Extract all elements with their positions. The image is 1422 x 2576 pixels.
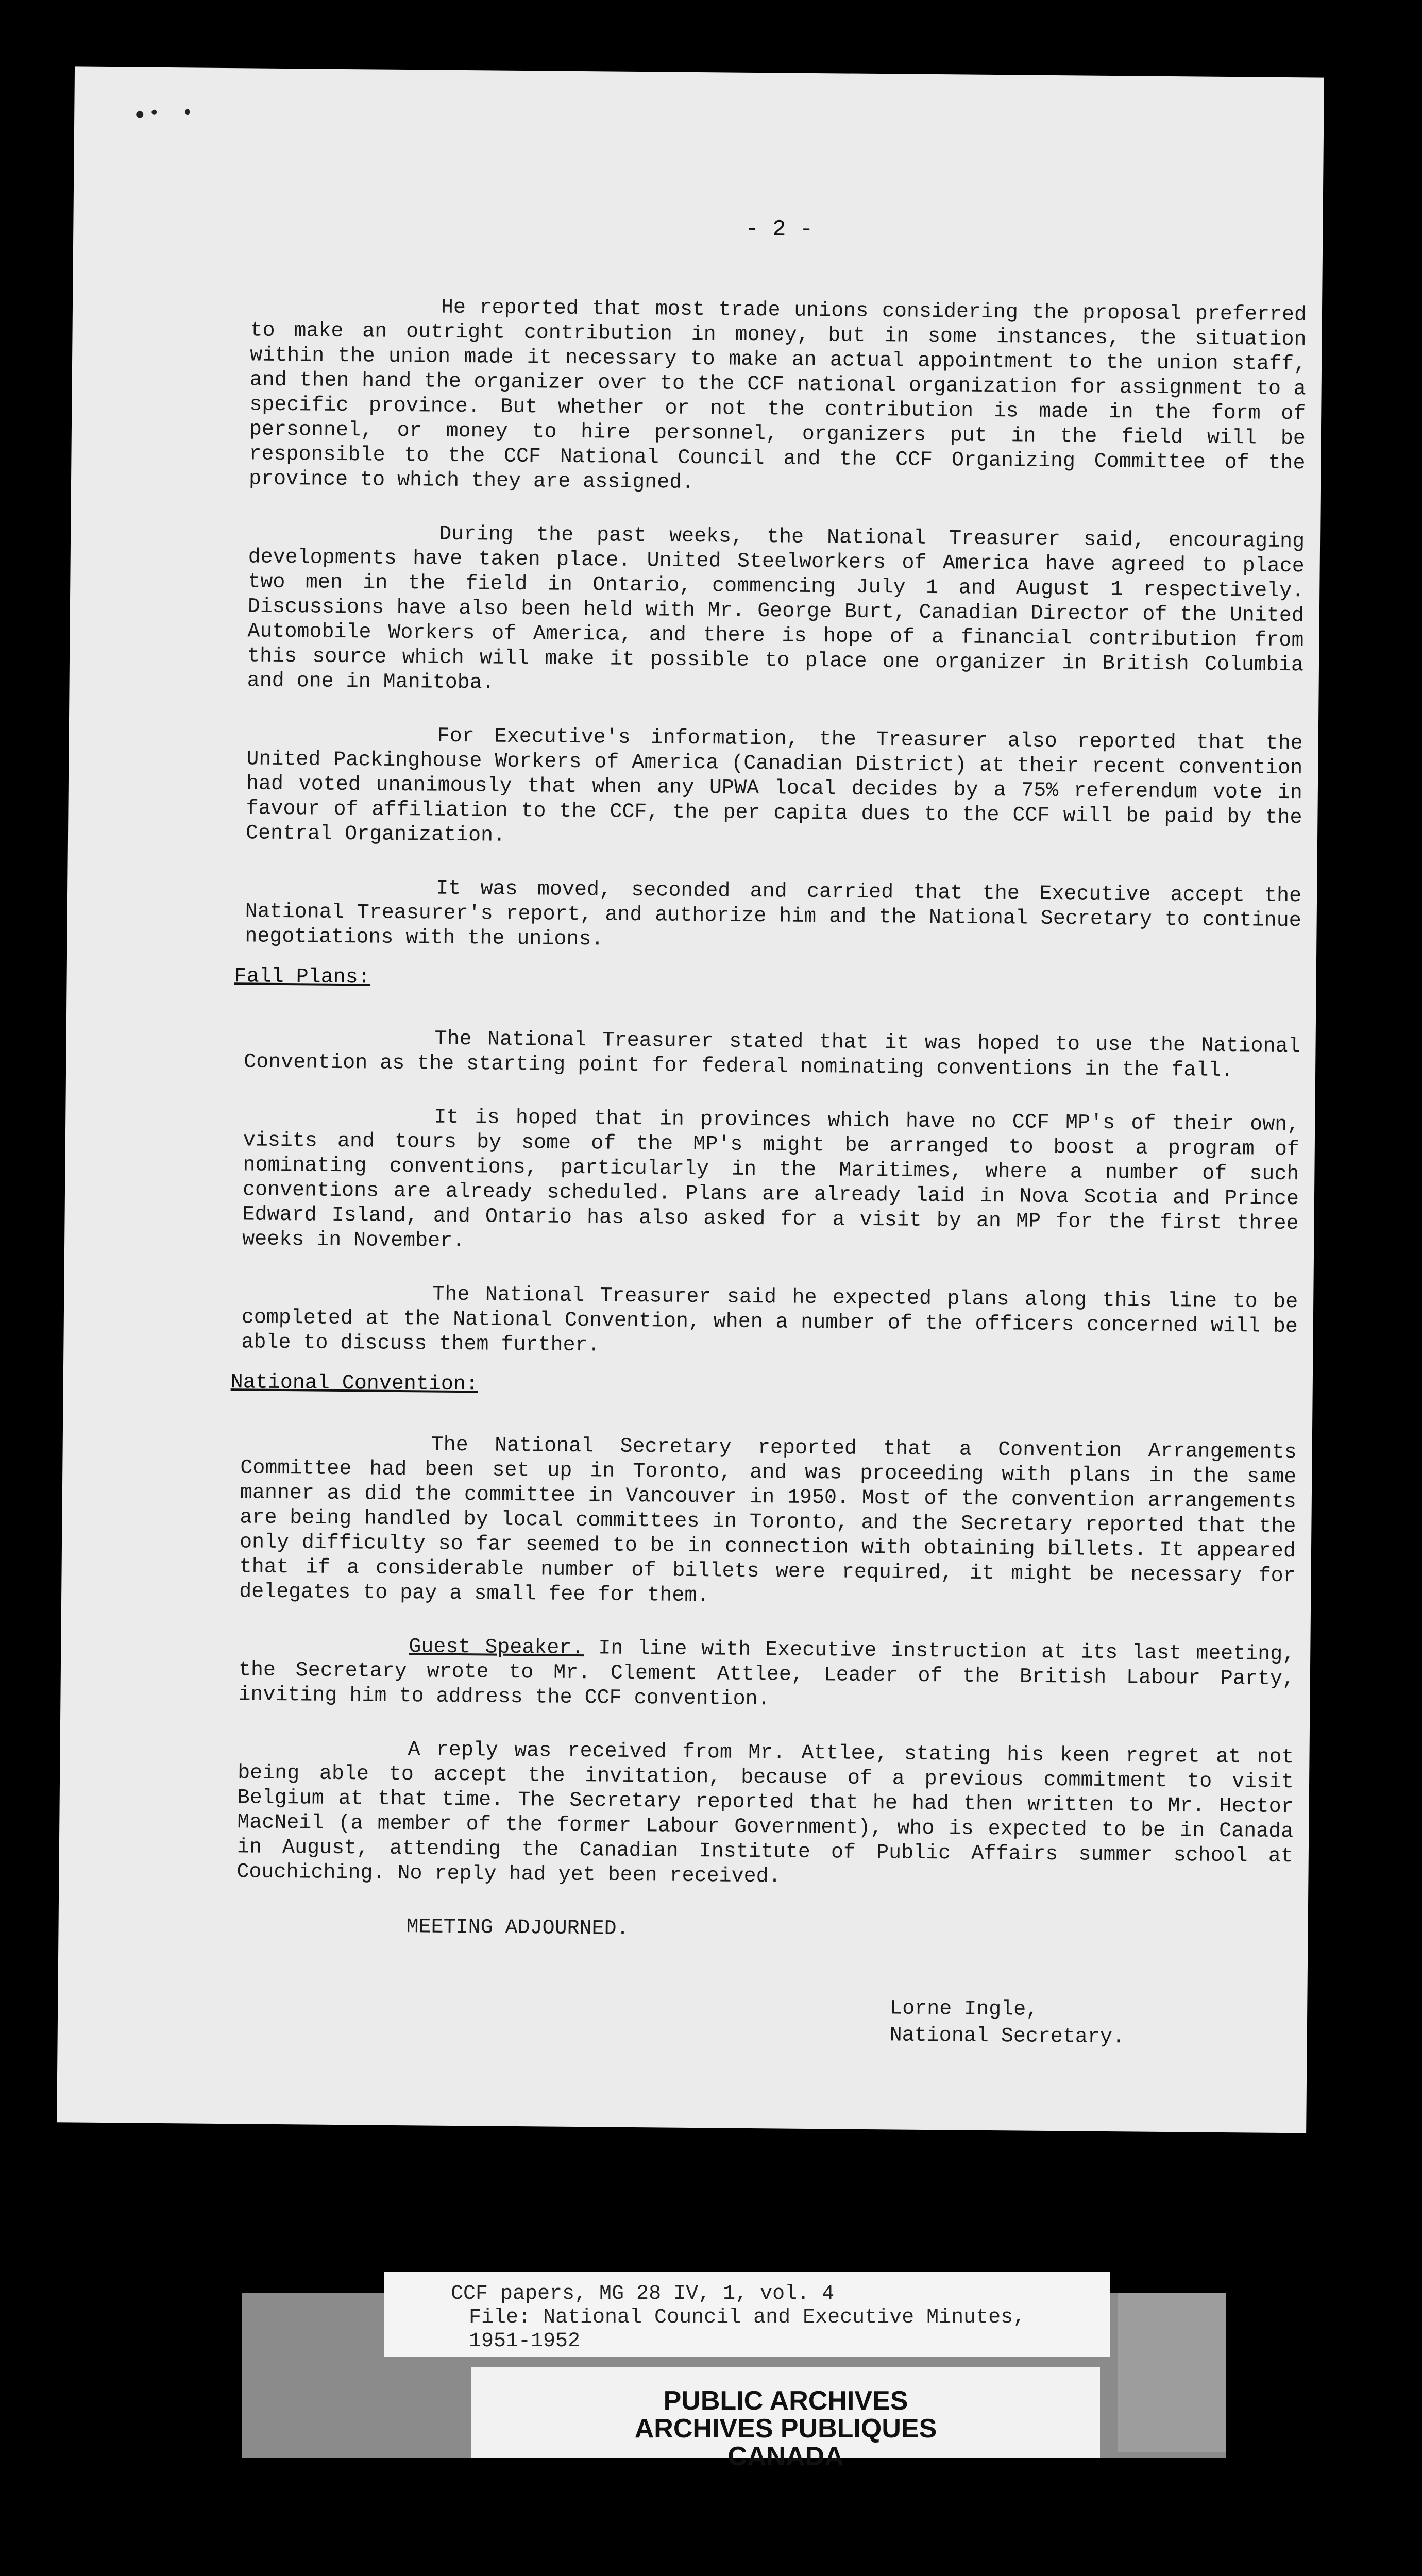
paragraph: It was moved, seconded and carried that the Executive accept the National Treasurer's report, and authorize him and the National Secretary to continue negotiations with the unions. [245,877,1302,952]
paragraph: For Executive's information, the Treasurer also reported that the United Packinghouse Workers of America (Canadian District) at their recent convention had voted unanimously that when any UPWA local decides by a 75% referendum vote in favour of affiliation to the CCF, the per capita dues to the CCF will be paid by the Central Organization. [245,724,1303,848]
paragraph: The National Treasurer said he expected plans along this line to be completed at the National Convention, when a number of the officers concerned will be able to discuss them further. [241,1283,1298,1358]
punch-mark [136,111,143,118]
archive-label-line: File: National Council and Executive Minutes, [469,2306,1026,2329]
paragraph: It is hoped that in provinces which have no CCF MP's of their own, visits and tours by some of the MP's might be arranged to boost a program of nominating conventions, particularly in the Maritimes, where a number of such conventions are already scheduled. Plans are already laid in Nova Scotia and Prince Edward Island, and Ontario has also asked for a visit by an MP for the first three weeks in November. [242,1106,1300,1253]
page-number: - 2 - [745,216,814,243]
archive-label-line: 1951-1952 [469,2330,581,2353]
document-body [230,212,1308,2053]
signature-title: National Secretary. [889,2024,1125,2049]
archive-reference-label [384,2272,1110,2357]
paragraph: A reply was received from Mr. Attlee, stating his keen regret at not being able to accept the invitation, because of a previous commitment to visit Belgium at that time. The Secretary reported that he had then written to Mr. Hector MacNeil (a member of the former Labour Government), who is expected to be in Canada in August, attending the Canadian Institute of Public Affairs summer school at Couchiching. No reply had yet been received. [236,1738,1294,1889]
archive-label-backing [1118,2293,1226,2452]
section-heading-fall-plans: Fall Plans: [234,965,370,990]
archive-stamp-line: ARCHIVES PUBLIQUES [634,2414,937,2444]
punch-mark [185,109,190,115]
document-page [57,66,1324,2133]
meeting-adjourned: MEETING ADJOURNED. [406,1916,629,1941]
archive-stamp-line: CANADA [727,2442,844,2471]
signature-name: Lorne Ingle, [890,1997,1039,2022]
punch-mark [151,110,157,115]
inline-heading-guest-speaker: Guest Speaker. [409,1635,584,1660]
paragraph: The National Secretary reported that a Convention Arrangements Committee had been set up in Toronto, and was proceeding with plans in the same manner as did the committee in Vancouver in 1950. Most of the convention arrangements are being handled by local committees in Toronto, and the Secretary reported that the only difficulty so far seemed to be in connection with obtaining billets. It appeared that if a considerable number of billets were required, it might be necessary for delegates to pay a small fee for them. [239,1433,1297,1608]
section-heading-national-convention: National Convention: [230,1371,479,1397]
archive-stamp-line: PUBLIC ARCHIVES [663,2386,908,2416]
guest-speaker-text: In line with Executive instruction at its last meeting, the Secretary wrote to Mr. Clement Attlee, Leader of the British Labour Party, inviting him to address the CCF convention. [238,1637,1295,1711]
paragraph: He reported that most trade unions considering the proposal preferred to make an outright contribution in money, but in some instances, the situation within the union made it necessary to make an actual appointment to the union staff, and then hand the organizer over to the CCF national organization for assignment to a specific province. But whether or not the contribution is made in the form of personnel, or money to hire personnel, organizers put in the field will be responsible to the CCF National Council and the CCF Organizing Committee of the province to which they are assigned. [248,296,1307,495]
archive-label-line: CCF papers, MG 28 IV, 1, vol. 4 [451,2282,835,2306]
paragraph: The National Treasurer stated that it was hoped to use the National Convention as the starting point for federal nominating conventions in the fall. [243,1027,1300,1083]
paragraph: During the past weeks, the National Treasurer said, encouraging developments have taken place. United Steelworkers of America have agreed to place two men in the field in Ontario, commencing July 1 and August 1 respectively. Discussions have also been held with Mr. George Burt, Canadian Director of the United Automobile Workers of America, and there is hope of a financial contribution from this source which will make it possible to place one organizer in British Columbia and one in Manitoba. [247,522,1305,695]
archive-stamp [471,2367,1100,2471]
signature-block [890,1995,1292,2053]
paragraph-guest-speaker [238,1633,1295,1717]
